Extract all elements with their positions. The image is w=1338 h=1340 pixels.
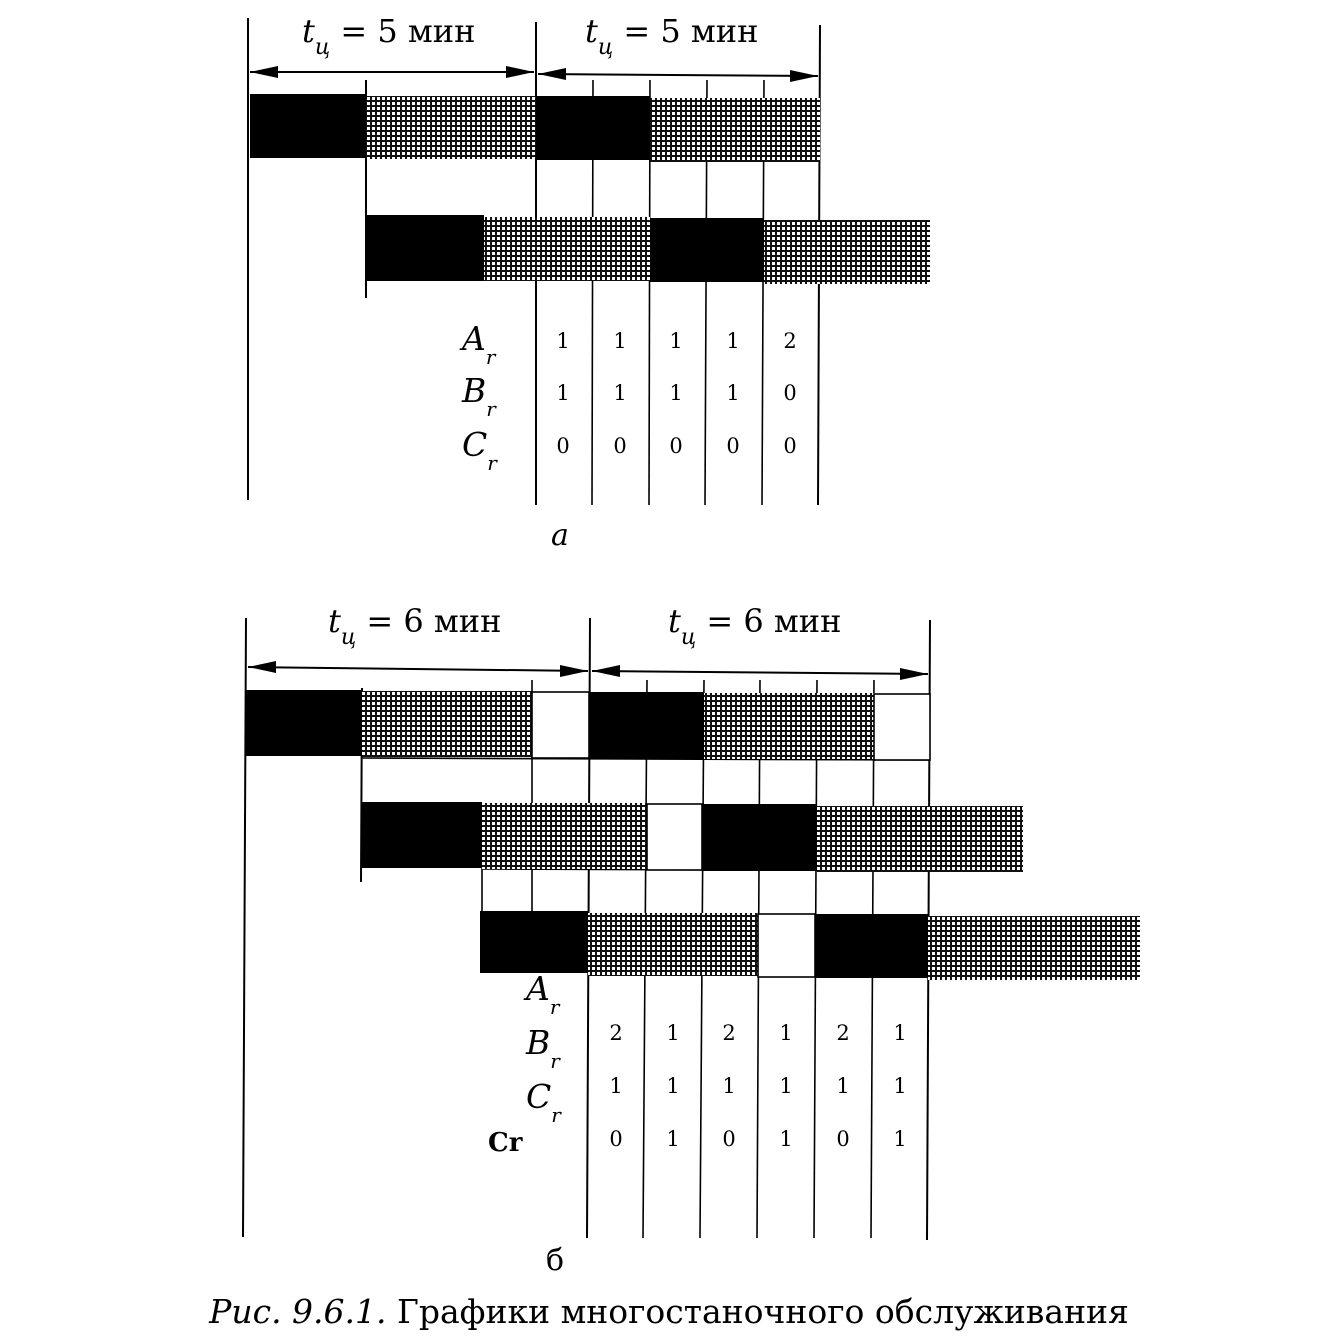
cycle-header-b-1: $t_ц = 6$ мин: [328, 602, 502, 650]
machine-run-bar: [362, 691, 532, 757]
machine-run-bar: [817, 806, 1023, 872]
cycle-arrow-1: [250, 66, 534, 78]
figure-caption: [0, 1292, 1338, 1331]
value-cell: 0: [556, 434, 570, 458]
work-bar: [250, 94, 366, 158]
work-bar: [536, 96, 650, 160]
machine-run-bar: [482, 803, 647, 869]
value-cell: 1: [726, 381, 740, 405]
value-cell: 0: [669, 434, 683, 458]
work-bar: [650, 218, 764, 282]
value-cell: 1: [613, 381, 627, 405]
value-cell: 1: [669, 329, 683, 353]
value-cell: 1: [613, 329, 627, 353]
value-cell: 0: [783, 381, 797, 405]
work-bar: [590, 692, 704, 759]
row-label-extra: Cr: [488, 1128, 523, 1158]
value-cell: 1: [556, 381, 570, 405]
value-cell: 1: [893, 1074, 907, 1098]
value-cell: 0: [613, 434, 627, 458]
machine-run-bar: [484, 217, 650, 281]
value-cell: 1: [893, 1021, 907, 1045]
machine-run-bar: [588, 913, 758, 976]
idle-cell: [647, 804, 702, 870]
value-cell: 1: [666, 1074, 680, 1098]
row-label-b-r: $B_r$: [526, 1023, 560, 1073]
value-cell: 1: [726, 329, 740, 353]
value-cell: 2: [609, 1021, 623, 1045]
value-cell: 1: [779, 1074, 793, 1098]
cycle-arrow-1: [248, 661, 588, 677]
value-cell: 1: [722, 1074, 736, 1098]
cycle-header-a-2: $t_ц = 5$ мин: [585, 12, 759, 60]
work-bar: [702, 804, 817, 871]
value-cell: 1: [779, 1127, 793, 1151]
diagram-b: [243, 602, 1140, 1278]
value-cell: 0: [783, 434, 797, 458]
value-cell: 0: [609, 1127, 623, 1151]
idle-cell: [758, 914, 815, 977]
machine-run-bar: [704, 693, 874, 759]
cycle-header-b-2: $t_ц = 6$ мин: [668, 602, 842, 650]
work-bar: [246, 690, 362, 756]
machine-run-bar: [650, 98, 820, 162]
idle-cell: [874, 694, 930, 760]
idle-cell: [532, 692, 589, 758]
value-cell: 1: [666, 1127, 680, 1151]
diagram-a: [248, 12, 930, 553]
boundary-line: [243, 618, 246, 1237]
machine-run-bar: [928, 916, 1140, 980]
value-cell: 2: [836, 1021, 850, 1045]
value-cell: 1: [836, 1074, 850, 1098]
machine-run-bar: [764, 220, 930, 284]
cycle-arrow-2: [538, 68, 818, 82]
value-cell: 2: [722, 1021, 736, 1045]
row-label-b-r: $B_r$: [462, 371, 496, 421]
work-bar: [815, 914, 928, 978]
panel-label-a: а: [551, 518, 569, 553]
work-bar: [362, 802, 482, 868]
value-cell: 1: [893, 1127, 907, 1151]
value-cell: 0: [726, 434, 740, 458]
machine-run-bar: [366, 96, 536, 159]
value-cell: 1: [779, 1021, 793, 1045]
panel-label-b: б: [545, 1243, 565, 1278]
caption-prefix: Рис. 9.6.1.: [209, 1292, 387, 1331]
row-label-c-r: $C_r$: [462, 425, 497, 475]
work-bar: [480, 911, 588, 973]
cycle-arrow-2: [592, 665, 928, 680]
value-cell: 0: [836, 1127, 850, 1151]
value-cell: 1: [669, 381, 683, 405]
row-label-a-r: $A_r$: [462, 319, 496, 369]
value-cell: 1: [556, 329, 570, 353]
value-cell: 1: [609, 1074, 623, 1098]
row-label-c-r: $C_r$: [526, 1077, 561, 1127]
value-cell: 0: [722, 1127, 736, 1151]
work-bar: [366, 215, 484, 281]
cycle-header-a-1: $t_ц = 5$ мин: [302, 12, 476, 60]
value-cell: 2: [783, 329, 797, 353]
caption-text: Графики многостаночного обслуживания: [386, 1292, 1129, 1331]
row-label-a-r: $A_r$: [526, 969, 560, 1019]
value-cell: 1: [666, 1021, 680, 1045]
